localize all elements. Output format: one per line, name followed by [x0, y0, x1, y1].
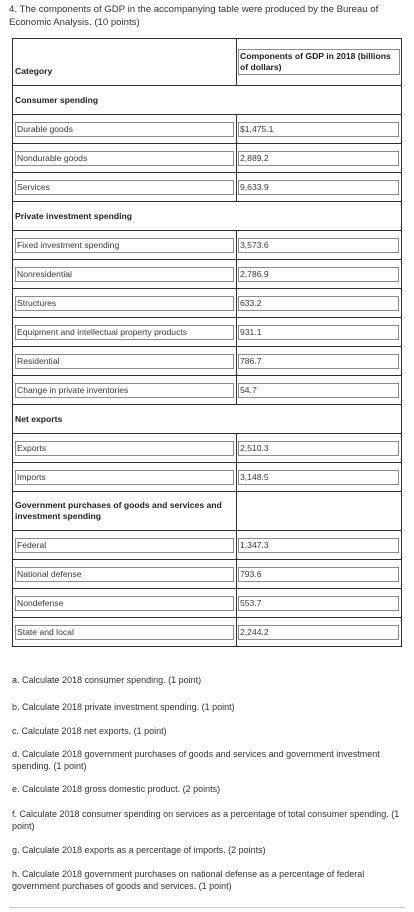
question-h: h. Calculate 2018 government purchases on national defense as a percentage of federal government purchases of goods and services. (1 point)	[12, 869, 365, 891]
label-cell	[13, 115, 237, 144]
row-label-equipment-ip: Equipment and intellectual property products	[15, 325, 234, 340]
value-cell	[237, 173, 402, 202]
row-label-durable-goods: Durable goods	[15, 122, 234, 137]
label-cell	[13, 618, 237, 647]
value-cell	[237, 289, 402, 318]
table-row	[13, 434, 402, 463]
label-cell	[13, 347, 237, 376]
value-cell	[237, 463, 402, 492]
question-f: f. Calculate 2018 consumer spending on services as a percentage of total consumer spending. (1 point)	[12, 809, 400, 831]
label-cell	[13, 463, 237, 492]
row-label-fixed-investment: Fixed investment spending	[15, 238, 234, 253]
table-header-row	[13, 39, 402, 86]
table-row	[13, 231, 402, 260]
table-row	[13, 318, 402, 347]
table-row-section	[13, 86, 402, 115]
row-label-imports: Imports	[15, 470, 234, 485]
empty-value-cell	[237, 492, 402, 531]
label-cell	[13, 144, 237, 173]
row-label-structures: Structures	[15, 296, 234, 311]
row-value-fixed-investment: 3,573.6	[238, 238, 399, 253]
table-row	[13, 589, 402, 618]
value-cell	[237, 589, 402, 618]
row-label-nondefense: Nondefense	[15, 596, 234, 611]
table-row	[13, 173, 402, 202]
table-row-section	[13, 492, 402, 531]
row-value-federal: 1,347.3	[238, 538, 399, 553]
section-cell	[13, 405, 402, 434]
section-label-private-investment: Private investment spending	[15, 210, 133, 221]
section-label-net-exports: Net exports	[15, 413, 63, 424]
row-value-national-defense: 793.6	[238, 567, 399, 582]
label-cell	[13, 289, 237, 318]
header-category-label: Category	[15, 65, 53, 76]
row-value-services: 9,633.9	[238, 180, 399, 195]
row-label-nonresidential: Nonresidential	[15, 267, 234, 282]
row-value-residential: 786.7	[238, 354, 399, 369]
table-row	[13, 144, 402, 173]
row-value-exports: 2,510.3	[238, 441, 399, 456]
row-value-structures: 633.2	[238, 296, 399, 311]
page-divider	[9, 907, 405, 908]
table-row	[13, 531, 402, 560]
row-value-imports: 3,148.5	[238, 470, 399, 485]
question-intro: 4. The components of GDP in the accompanying table were produced by the Bureau of Economic Analysis. (10 points)	[9, 4, 379, 28]
label-cell	[13, 531, 237, 560]
value-cell	[237, 231, 402, 260]
question-a: a. Calculate 2018 consumer spending. (1 point)	[12, 675, 202, 685]
table-row	[13, 115, 402, 144]
table-row	[13, 618, 402, 647]
question-d: d. Calculate 2018 government purchases of goods and services and government investment spending. (1 point)	[12, 749, 380, 771]
question-c: c. Calculate 2018 net exports. (1 point)	[12, 726, 167, 736]
label-cell	[13, 318, 237, 347]
row-label-nondurable-goods: Nondurable goods	[15, 151, 234, 166]
row-label-national-defense: National defense	[15, 567, 234, 582]
label-cell	[13, 173, 237, 202]
section-cell	[13, 86, 402, 115]
label-cell	[13, 589, 237, 618]
value-cell	[237, 531, 402, 560]
row-label-exports: Exports	[15, 441, 234, 456]
table-row	[13, 260, 402, 289]
row-value-state-local: 2,244.2	[238, 625, 399, 640]
table-row-section	[13, 405, 402, 434]
table-row	[13, 376, 402, 405]
label-cell	[13, 560, 237, 589]
row-value-nondefense: 553.7	[238, 596, 399, 611]
table-row	[13, 560, 402, 589]
header-cell-components	[237, 39, 402, 86]
row-label-state-local: State and local	[15, 625, 234, 640]
row-value-nondurable-goods: 2,889.2	[238, 151, 399, 166]
value-cell	[237, 318, 402, 347]
value-cell	[237, 376, 402, 405]
row-value-equipment-ip: 931.1	[238, 325, 399, 340]
value-cell	[237, 347, 402, 376]
table-row-section	[13, 202, 402, 231]
value-cell	[237, 434, 402, 463]
row-value-nonresidential: 2,786.9	[238, 267, 399, 282]
label-cell	[13, 434, 237, 463]
value-cell	[237, 115, 402, 144]
section-cell	[13, 492, 237, 531]
section-label-government-purchases: Government purchases of goods and services and investment spending	[15, 500, 222, 521]
label-cell	[13, 376, 237, 405]
row-label-federal: Federal	[15, 538, 234, 553]
value-cell	[237, 560, 402, 589]
question-b: b. Calculate 2018 private investment spending. (1 point)	[12, 702, 235, 712]
row-label-services: Services	[15, 180, 234, 195]
label-cell	[13, 260, 237, 289]
label-cell	[13, 231, 237, 260]
value-cell	[237, 260, 402, 289]
question-g: g. Calculate 2018 exports as a percentage of imports. (2 points)	[12, 845, 266, 855]
value-cell	[237, 144, 402, 173]
table-row	[13, 463, 402, 492]
header-cell-category	[13, 39, 237, 86]
value-cell	[237, 618, 402, 647]
table-row	[13, 289, 402, 318]
gdp-components-table	[12, 38, 402, 647]
section-label-consumer-spending: Consumer spending	[15, 94, 99, 105]
header-components-label: Components of GDP in 2018 (billions of dollars)	[238, 49, 400, 75]
section-cell	[13, 202, 402, 231]
row-value-durable-goods: $1,475.1	[238, 122, 399, 137]
question-e: e. Calculate 2018 gross domestic product. (2 points)	[12, 784, 221, 794]
row-label-change-inventories: Change in private inventories	[15, 383, 234, 398]
row-value-change-inventories: 54.7	[238, 383, 399, 398]
table-row	[13, 347, 402, 376]
row-label-residential: Residential	[15, 354, 234, 369]
